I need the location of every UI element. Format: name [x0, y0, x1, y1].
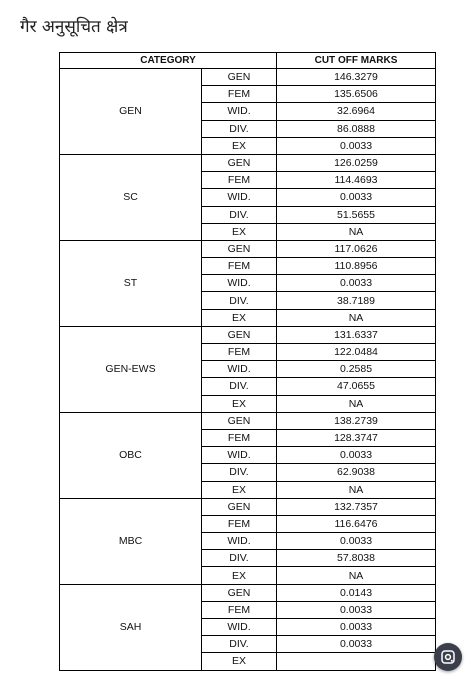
subcategory-cell: GEN	[202, 498, 277, 515]
page-heading: गैर अनुसूचित क्षेत्र	[20, 17, 128, 37]
cutoff-value-cell: 32.6964	[277, 103, 436, 120]
cutoff-value-cell: NA	[277, 223, 436, 240]
subcategory-cell: DIV.	[202, 292, 277, 309]
cutoff-value-cell: NA	[277, 567, 436, 584]
subcategory-cell: DIV.	[202, 206, 277, 223]
cutoff-value-cell	[277, 653, 436, 670]
cutoff-value-cell: 0.2585	[277, 361, 436, 378]
category-cell: GEN-EWS	[60, 326, 202, 412]
subcategory-cell: GEN	[202, 584, 277, 601]
category-cell: SC	[60, 154, 202, 240]
header-category: CATEGORY	[60, 53, 277, 69]
subcategory-cell: WID.	[202, 189, 277, 206]
subcategory-cell: DIV.	[202, 378, 277, 395]
table-row	[60, 584, 436, 601]
cutoff-value-cell: 0.0033	[277, 636, 436, 653]
cutoff-value-cell: 122.0484	[277, 344, 436, 361]
cutoff-value-cell: 57.8038	[277, 550, 436, 567]
table-row	[60, 326, 436, 343]
cutoff-value-cell: 132.7357	[277, 498, 436, 515]
cutoff-value-cell: 146.3279	[277, 69, 436, 86]
category-cell: OBC	[60, 412, 202, 498]
cutoff-value-cell: 128.3747	[277, 429, 436, 446]
subcategory-cell: FEM	[202, 429, 277, 446]
subcategory-cell: DIV.	[202, 550, 277, 567]
subcategory-cell: GEN	[202, 326, 277, 343]
subcategory-cell: WID.	[202, 447, 277, 464]
subcategory-cell: WID.	[202, 361, 277, 378]
subcategory-cell: DIV.	[202, 120, 277, 137]
category-cell: SAH	[60, 584, 202, 670]
cutoff-value-cell: 126.0259	[277, 154, 436, 171]
subcategory-cell: EX	[202, 481, 277, 498]
table-row	[60, 498, 436, 515]
subcategory-cell: EX	[202, 223, 277, 240]
cutoff-value-cell: 0.0033	[277, 447, 436, 464]
subcategory-cell: DIV.	[202, 636, 277, 653]
cutoff-value-cell: 114.4693	[277, 172, 436, 189]
table-body	[60, 69, 436, 671]
subcategory-cell: FEM	[202, 86, 277, 103]
cutoff-value-cell: 135.6506	[277, 86, 436, 103]
subcategory-cell: GEN	[202, 154, 277, 171]
cutoff-value-cell: 86.0888	[277, 120, 436, 137]
category-cell: MBC	[60, 498, 202, 584]
cutoff-value-cell: 0.0033	[277, 533, 436, 550]
subcategory-cell: EX	[202, 395, 277, 412]
header-cutoff-marks: CUT OFF MARKS	[277, 53, 436, 69]
subcategory-cell: WID.	[202, 275, 277, 292]
cutoff-table	[59, 52, 436, 671]
cutoff-value-cell: 47.0655	[277, 378, 436, 395]
cutoff-value-cell: NA	[277, 395, 436, 412]
subcategory-cell: WID.	[202, 533, 277, 550]
subcategory-cell: EX	[202, 653, 277, 670]
cutoff-value-cell: 117.0626	[277, 240, 436, 257]
cutoff-value-cell: 116.6476	[277, 515, 436, 532]
subcategory-cell: FEM	[202, 344, 277, 361]
cutoff-value-cell: 0.0033	[277, 601, 436, 618]
cutoff-value-cell: 0.0033	[277, 619, 436, 636]
category-cell: GEN	[60, 69, 202, 155]
table-row	[60, 412, 436, 429]
subcategory-cell: GEN	[202, 240, 277, 257]
cutoff-value-cell: 0.0033	[277, 189, 436, 206]
subcategory-cell: EX	[202, 137, 277, 154]
lens-icon	[440, 649, 456, 665]
table-header-row	[60, 53, 436, 69]
cutoff-value-cell: 0.0033	[277, 275, 436, 292]
subcategory-cell: WID.	[202, 619, 277, 636]
table-row	[60, 69, 436, 86]
cutoff-value-cell: 62.9038	[277, 464, 436, 481]
subcategory-cell: GEN	[202, 412, 277, 429]
subcategory-cell: EX	[202, 567, 277, 584]
cutoff-value-cell: NA	[277, 309, 436, 326]
cutoff-value-cell: 51.5655	[277, 206, 436, 223]
cutoff-value-cell: 0.0143	[277, 584, 436, 601]
cutoff-value-cell: 131.6337	[277, 326, 436, 343]
subcategory-cell: GEN	[202, 69, 277, 86]
cutoff-value-cell: 138.2739	[277, 412, 436, 429]
table-row	[60, 240, 436, 257]
subcategory-cell: EX	[202, 309, 277, 326]
cutoff-value-cell: NA	[277, 481, 436, 498]
cutoff-value-cell: 0.0033	[277, 137, 436, 154]
subcategory-cell: FEM	[202, 601, 277, 618]
subcategory-cell: WID.	[202, 103, 277, 120]
subcategory-cell: DIV.	[202, 464, 277, 481]
subcategory-cell: FEM	[202, 258, 277, 275]
lens-button[interactable]	[434, 643, 462, 671]
table-row	[60, 154, 436, 171]
subcategory-cell: FEM	[202, 172, 277, 189]
cutoff-value-cell: 110.8956	[277, 258, 436, 275]
category-cell: ST	[60, 240, 202, 326]
cutoff-value-cell: 38.7189	[277, 292, 436, 309]
subcategory-cell: FEM	[202, 515, 277, 532]
